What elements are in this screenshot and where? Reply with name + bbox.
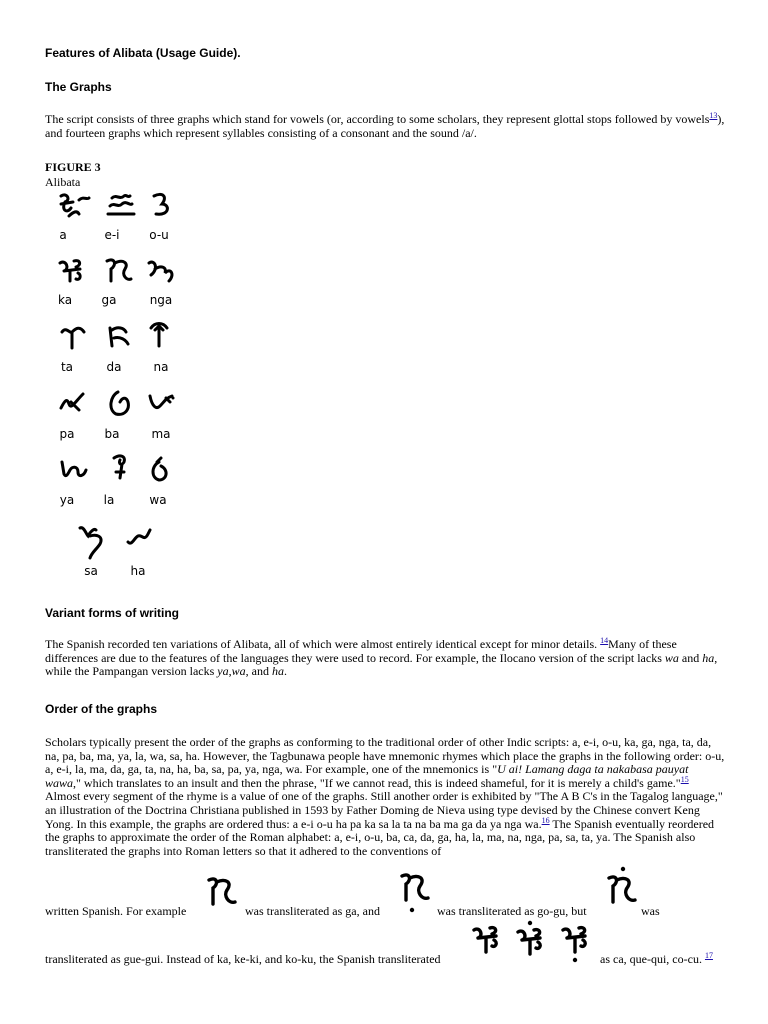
variant-paragraph [45,638,725,679]
baybayin-da-glyph-icon [104,322,134,352]
graphs-paragraph [45,113,725,140]
order-text-1: Scholars typically present the order of the graphs as conforming to the traditional order of other Indic scripts: a, e-i, o-u, ka, ga, nga, ta, da, na, pa, ba, ma, ya, la, wa, sa, ha. However, the Tagbunawa people have mnemonic rhymes which place the graphs in the following order: o-u, a, e-i, la, ma, da, ga, ta, na, ha, ba, sa, pa, ya, nga, wa. For example, one of the mnemonics is " [45,735,725,777]
baybayin-nga-glyph-icon [145,255,175,285]
glyph-label: na [153,360,169,374]
baybayin-gu-glyph-icon [398,870,430,914]
variant-text-2: Many of these differences are due to the features of the languages they were used to record. For example, the Ilocano version of the script lacks [45,637,677,665]
text-line: written Spanish. For example [45,904,187,918]
variant-ha: ha [702,650,715,665]
glyph-label: ba [104,427,120,441]
glyph-label: o-u [149,228,169,242]
baybayin-ku-glyph-icon [559,922,591,964]
baybayin-la-glyph-icon [106,452,136,482]
glyph-label: ha [130,564,146,578]
graphs-text-1: The script consists of three graphs which stand for vowels (or, according to some scholars, they represent glottal stops followed by vowels [45,112,710,126]
text-line: was transliterated as go-gu, but [437,904,587,918]
variant-text-3: , while the Pampangan version lacks [45,650,718,679]
text-line [600,952,713,967]
baybayin-ki-glyph-icon [514,920,546,962]
text-line-2b: as ca, que-qui, co-cu. [600,952,702,966]
variant-comma: , [228,664,232,679]
glyph-label: ma [151,427,171,441]
glyph-label: da [106,360,122,374]
variant-text-1: The Spanish recorded ten variations of Alibata, all of which were almost entirely identical except for minor details. [45,637,601,651]
variant-comma-and: , and [245,664,272,679]
baybayin-gi-glyph-icon [605,866,637,906]
figure-title: FIGURE 3 [45,160,101,174]
footnote-link-17[interactable]: 17 [704,951,713,960]
baybayin-ga-glyph-icon [103,255,133,285]
baybayin-pa-glyph-icon [57,388,87,418]
baybayin-sa-glyph-icon [76,522,108,560]
order-mnemonic: U ai! Lamang daga ta nakabasa pauyat wawa [45,762,689,790]
variant-ya: ya [217,664,229,679]
order-text-4: The Spanish eventually reordered the graphs to approximate the order of the Roman alphabet: a, e-i, o-u, ba, ca, da, ga, ha, la, ma, na, nga, pa, sa, ta, ya. The Spanish also transliterated the graphs into Roman letters so that it adhered to the conventions of [45,816,715,858]
variant-and: and [678,650,703,665]
glyph-label: sa [84,564,98,578]
baybayin-ha-glyph-icon [124,526,154,550]
footnote-link-13[interactable]: 13 [709,111,718,120]
baybayin-a-glyph-icon [57,190,91,220]
order-text-2: ," which translates to an insult and then the phrase, "If we cannot read, this is indeed shameful, for it is merely a child's game." [73,775,681,790]
glyph-label: ta [60,360,74,374]
glyph-label: e-i [104,228,120,242]
baybayin-ta-glyph-icon [58,322,88,352]
graphs-text-2: ), and fourteen graphs which represent syllables consisting of a consonant and the sound /a/. [45,112,725,140]
variant-wa: wa [664,650,679,665]
footnote-link-14[interactable]: 14 [600,636,609,645]
footnote-link-16[interactable]: 16 [541,815,550,825]
baybayin-na-glyph-icon [147,320,171,350]
order-paragraph [45,736,725,858]
variant-period: . [283,664,287,679]
baybayin-ga-glyph-icon [205,874,237,908]
glyph-label: la [103,493,115,507]
variant-wa2: wa [231,664,246,679]
section-heading-graphs: The Graphs [45,80,112,94]
glyph-label: ka [57,293,73,307]
text-line: transliterated as gue-gui. Instead of ka, ke-ki, and ko-ku, the Spanish transliterated [45,952,441,966]
baybayin-wa-glyph-icon [147,454,171,484]
glyph-label: ya [59,493,75,507]
baybayin-ei-glyph-icon [106,190,136,220]
glyph-label: nga [149,293,173,307]
baybayin-ya-glyph-icon [58,454,88,484]
glyph-label: a [59,228,67,242]
section-heading-variants: Variant forms of writing [45,606,180,620]
figure-subtitle: Alibata [45,175,81,189]
baybayin-ba-glyph-icon [104,388,134,418]
text-line: was [641,904,660,918]
baybayin-ou-glyph-icon [148,190,174,220]
order-text-3: Almost every segment of the rhyme is a value of one of the graphs. Still another order is exhibited by "The A B C's in the Tagalog language," an illustration of the Doctrina Christiana published in 1593 by Father Doming de Nieva using type devised by the Chinese convert Keng Yong. In this example, the graphs are ordered thus: a e-i o-u ha pa ka sa la ta na ba ma ga da ya nga wa. [45,789,723,831]
footnote-link-15[interactable]: 15 [680,774,689,784]
text-line: was transliterated as ga, and [245,904,380,918]
section-heading-order: Order of the graphs [45,702,158,716]
page-title: Features of Alibata (Usage Guide). [45,46,241,60]
baybayin-ma-glyph-icon [146,388,176,418]
variant-ha2: ha [271,664,284,679]
baybayin-ka-glyph-icon [470,922,502,958]
baybayin-ka-glyph-icon [56,255,86,285]
glyph-label: wa [149,493,167,507]
glyph-label: ga [101,293,117,307]
glyph-label: pa [59,427,75,441]
